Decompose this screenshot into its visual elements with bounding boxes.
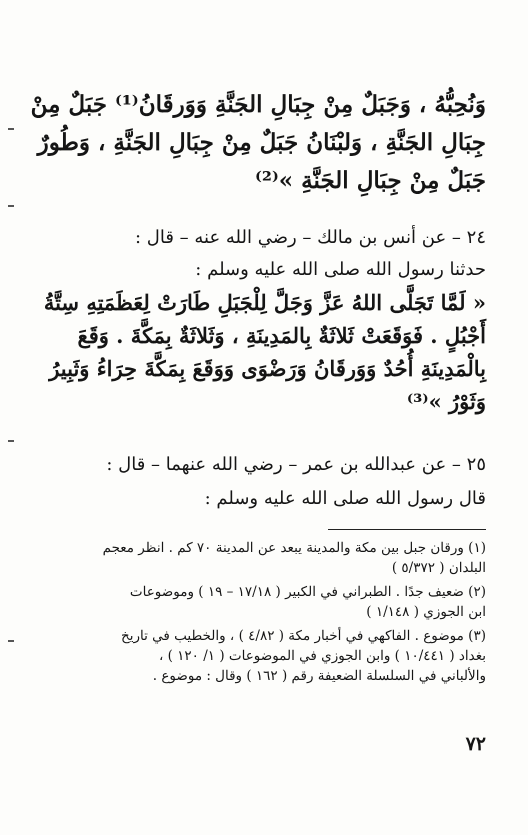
footnote-3 (51, 626, 486, 686)
hadith-24-chain: حدثنا رسول الله صلى الله عليه وسلم : (195, 259, 486, 280)
hadith-text-line: جِبَالِ الجَنَّةِ ، وَلبْنَانُ جَبَلٌ مِنْ جِبَالِ الجَنَّةِ ، وَطُورٌ (37, 129, 486, 156)
hadith-24-text-line: أَجْبُلٍ . فَوَقَعَتْ ثَلاثَةٌ بِالمَدِينَةِ ، وَثَلاثَةٌ بِمَكَّةَ . وَقَعَ (77, 323, 486, 348)
footnote-1 (51, 538, 486, 578)
scan-edge-mark (8, 440, 14, 442)
hadith-24-text-line: « لَمَّا تَجَلَّى اللهُ عَزَّ وَجَلَّ لِلْجَبَلِ طَارَتْ لِعَظَمَتِهِ سِتَّةُ (43, 290, 486, 315)
footnote-divider (328, 529, 486, 530)
hadith-24-chain: ٢٤ – عن أنس بن مالك – رضي الله عنه – قال : (134, 227, 486, 248)
footnote-2 (51, 582, 486, 622)
hadith-continuation (30, 86, 486, 200)
footnote-line: والألباني في السلسلة الضعيفة رقم ( ١٦٢ ) وقال : موضوع . (152, 668, 486, 684)
scan-edge-mark (8, 205, 14, 207)
hadith-25-chain: قال رسول الله صلى الله عليه وسلم : (204, 488, 486, 509)
hadith-24-text-line: بِالْمَدِينَةِ أُحُدٌ وَوَرقَانُ وَرَضْوَى وَوَقَعَ بِمَكَّةَ حِرَاءُ وَثَبِيرُ (49, 356, 486, 381)
hadith-24-text-line: وَثَوْرُ »⁽³⁾ (406, 389, 486, 414)
hadith-24 (43, 222, 486, 418)
scan-edge-mark (8, 640, 14, 642)
hadith-25 (51, 448, 486, 516)
footnote-line: ابن الجوزي ( ١/١٤٨ ) (366, 604, 486, 620)
footnote-line: بغداد ( ١٠/٤٤١ ) وابن الجوزي في الموضوعات ( ١/ ١٢٠ ) ، (158, 648, 486, 664)
scan-edge-mark (8, 128, 14, 130)
footnote-line: (٢) ضعيف جدًا . الطبراني في الكبير ( ١٧/١٨ – ١٩ ) وموضوعات (129, 584, 486, 600)
hadith-text-line: وَنُحِبُّهُ ، وَجَبَلٌ مِنْ جِبَالِ الجَنَّةِ وَوَرقَانُ⁽¹⁾ جَبَلٌ مِنْ (30, 91, 486, 118)
footnote-line: (١) ورقان جبل بين مكة والمدينة يبعد عن المدينة ٧٠ كم . انظر معجم (102, 540, 486, 556)
hadith-25-chain: ٢٥ – عن عبدالله بن عمر – رضي الله عنهما – قال : (106, 454, 486, 475)
page-number: ٧٢ (465, 733, 486, 755)
hadith-text-line: جَبَلٌ مِنْ جِبَالِ الجَنَّةِ »⁽²⁾ (255, 167, 486, 194)
footnote-line: (٣) موضوع . الفاكهي في أخبار مكة ( ٤/٨٢ ) ، والخطيب في تاريخ (120, 628, 486, 644)
footnote-line: البلدان ( ٥/٣٧٢ ) (391, 560, 486, 576)
footnotes (51, 538, 486, 690)
